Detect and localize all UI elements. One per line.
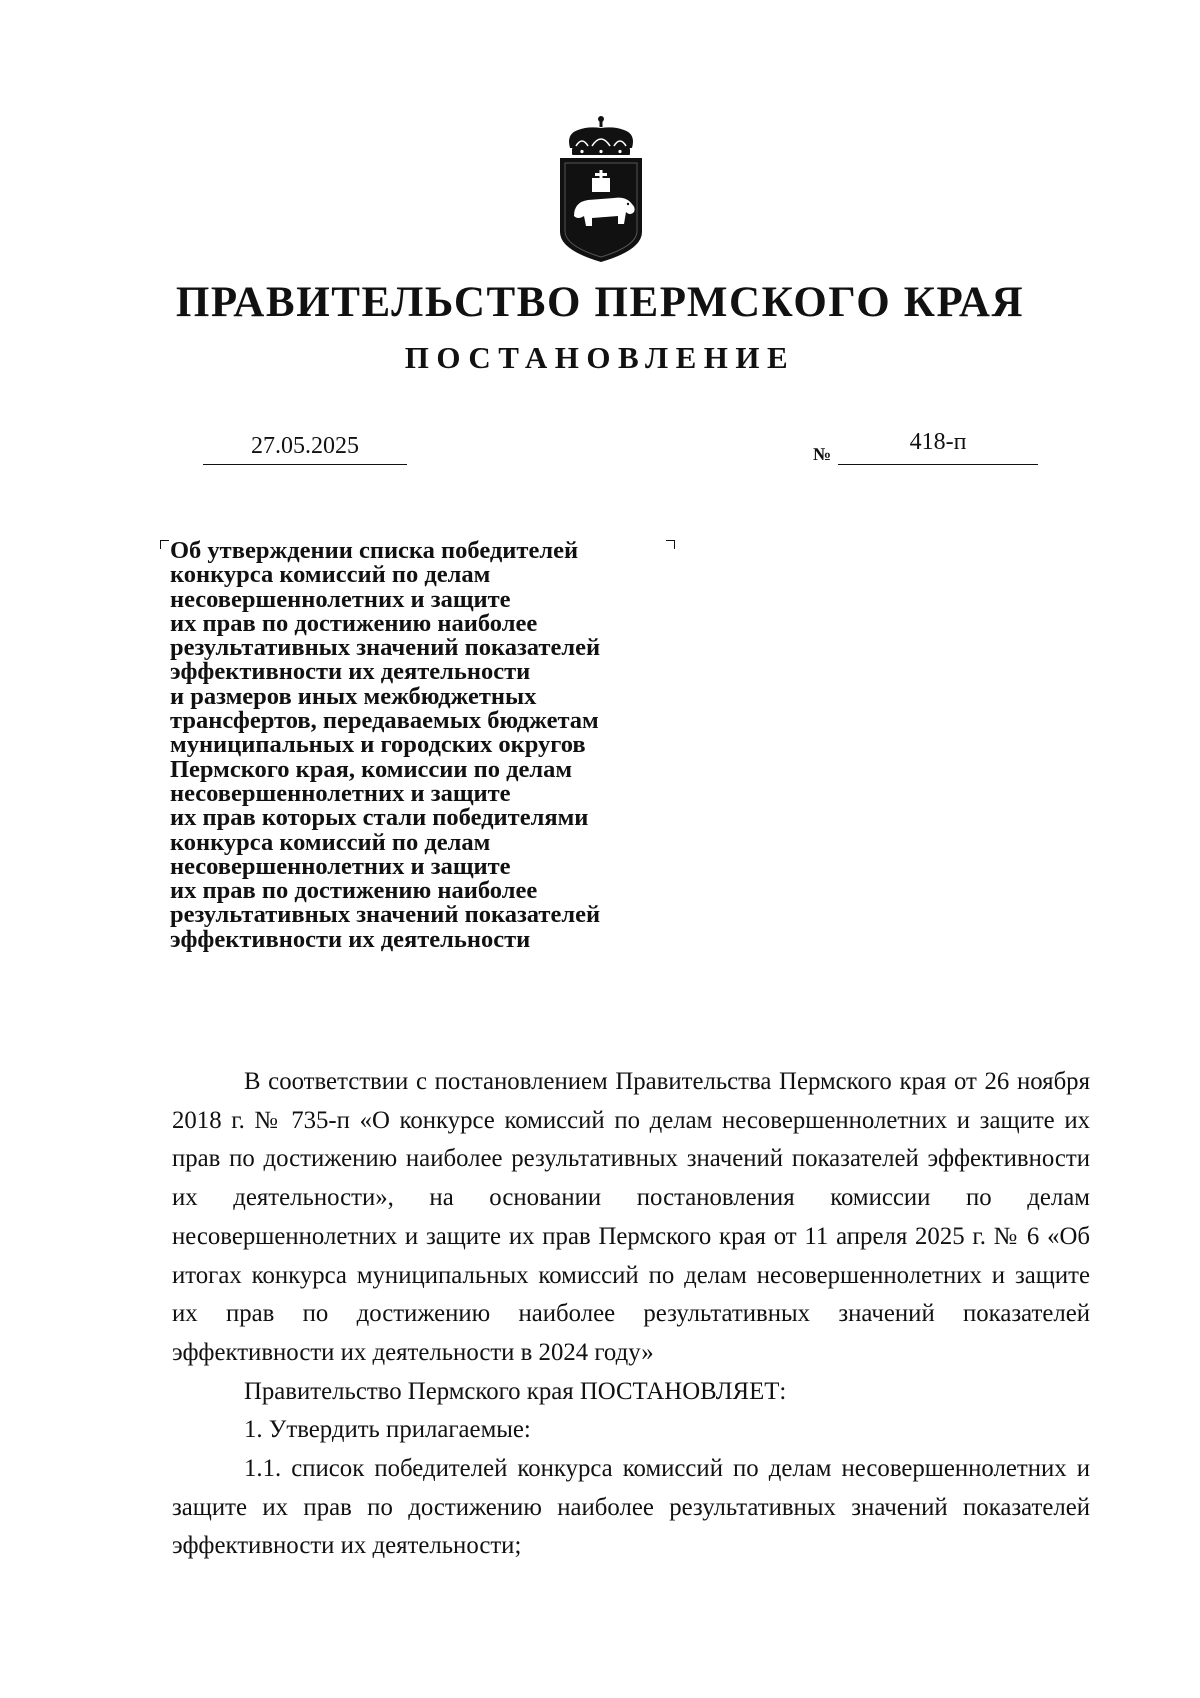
document-type: ПОСТАНОВЛЕНИЕ — [404, 340, 796, 375]
item-1-1-paragraph: 1.1. список победителей конкурса комиссий по делам несовершеннолетних и защите их прав по достижению наиболее результативных значений показателей эффективности их деятельности; — [172, 1455, 1090, 1560]
subject-line: конкурса комиссий по делам — [170, 828, 491, 856]
subject-line: Об утверждении списка победителей — [170, 537, 579, 564]
subject-line: и размеров иных межбюджетных — [170, 682, 537, 710]
government-title: ПРАВИТЕЛЬСТВО ПЕРМСКОГО КРАЯ — [175, 279, 1025, 326]
subject-line: несовершеннолетних и защите — [170, 779, 511, 807]
subject-line: их прав которых стали победителями — [170, 804, 589, 832]
subject-line: конкурса комиссий по делам — [170, 561, 491, 589]
document-number: 418-п — [909, 429, 967, 455]
subject-corner-left — [160, 540, 169, 549]
item-1-paragraph: 1. Утвердить прилагаемые: — [244, 1416, 531, 1444]
date-field — [203, 424, 407, 465]
subject-line: результативных значений показателей — [170, 901, 601, 929]
resolves-paragraph: Правительство Пермского края ПОСТАНОВЛЯЕТ: — [244, 1377, 787, 1405]
number-field — [838, 420, 1038, 465]
document-body — [172, 1063, 1090, 1566]
subject-line: Пермского края, комиссии по делам — [170, 755, 573, 783]
subject-line: результативных значений показателей — [170, 634, 601, 662]
subject-line: их прав по достижению наиболее — [170, 609, 538, 637]
document-subject — [170, 539, 690, 952]
document-date: 27.05.2025 — [251, 433, 359, 459]
subject-line: эффективности их деятельности — [170, 925, 531, 953]
subject-line: эффективности их деятельности — [170, 658, 531, 686]
preamble-paragraph: В соответствии с постановлением Правительства Пермского края от 26 ноября 2018 г. № 735-п «О конкурсе комиссий по делам несовершеннолетних и защите их прав по достижению наиболее результативных значений показателей эффективности их деятельности», на основании постановления комиссии по делам несовершеннолетних и защите их прав Пермского края от 11 апреля 2025 г. № 6 «Об итогах конкурса муниципальных комиссий по делам несовершеннолетних и защите их прав по достижению наиболее результативных значений показателей эффективности их деятельности в 2024 году» — [172, 1068, 1090, 1366]
subject-line: трансфертов, передаваемых бюджетам — [170, 707, 599, 735]
subject-line: их прав по достижению наиболее — [170, 877, 538, 905]
subject-line: муниципальных и городских округов — [170, 731, 586, 759]
coat-of-arms-emblem — [552, 112, 650, 264]
subject-line: несовершеннолетних и защите — [170, 585, 511, 613]
number-sign: № — [813, 444, 832, 464]
subject-line: несовершеннолетних и защите — [170, 852, 511, 880]
